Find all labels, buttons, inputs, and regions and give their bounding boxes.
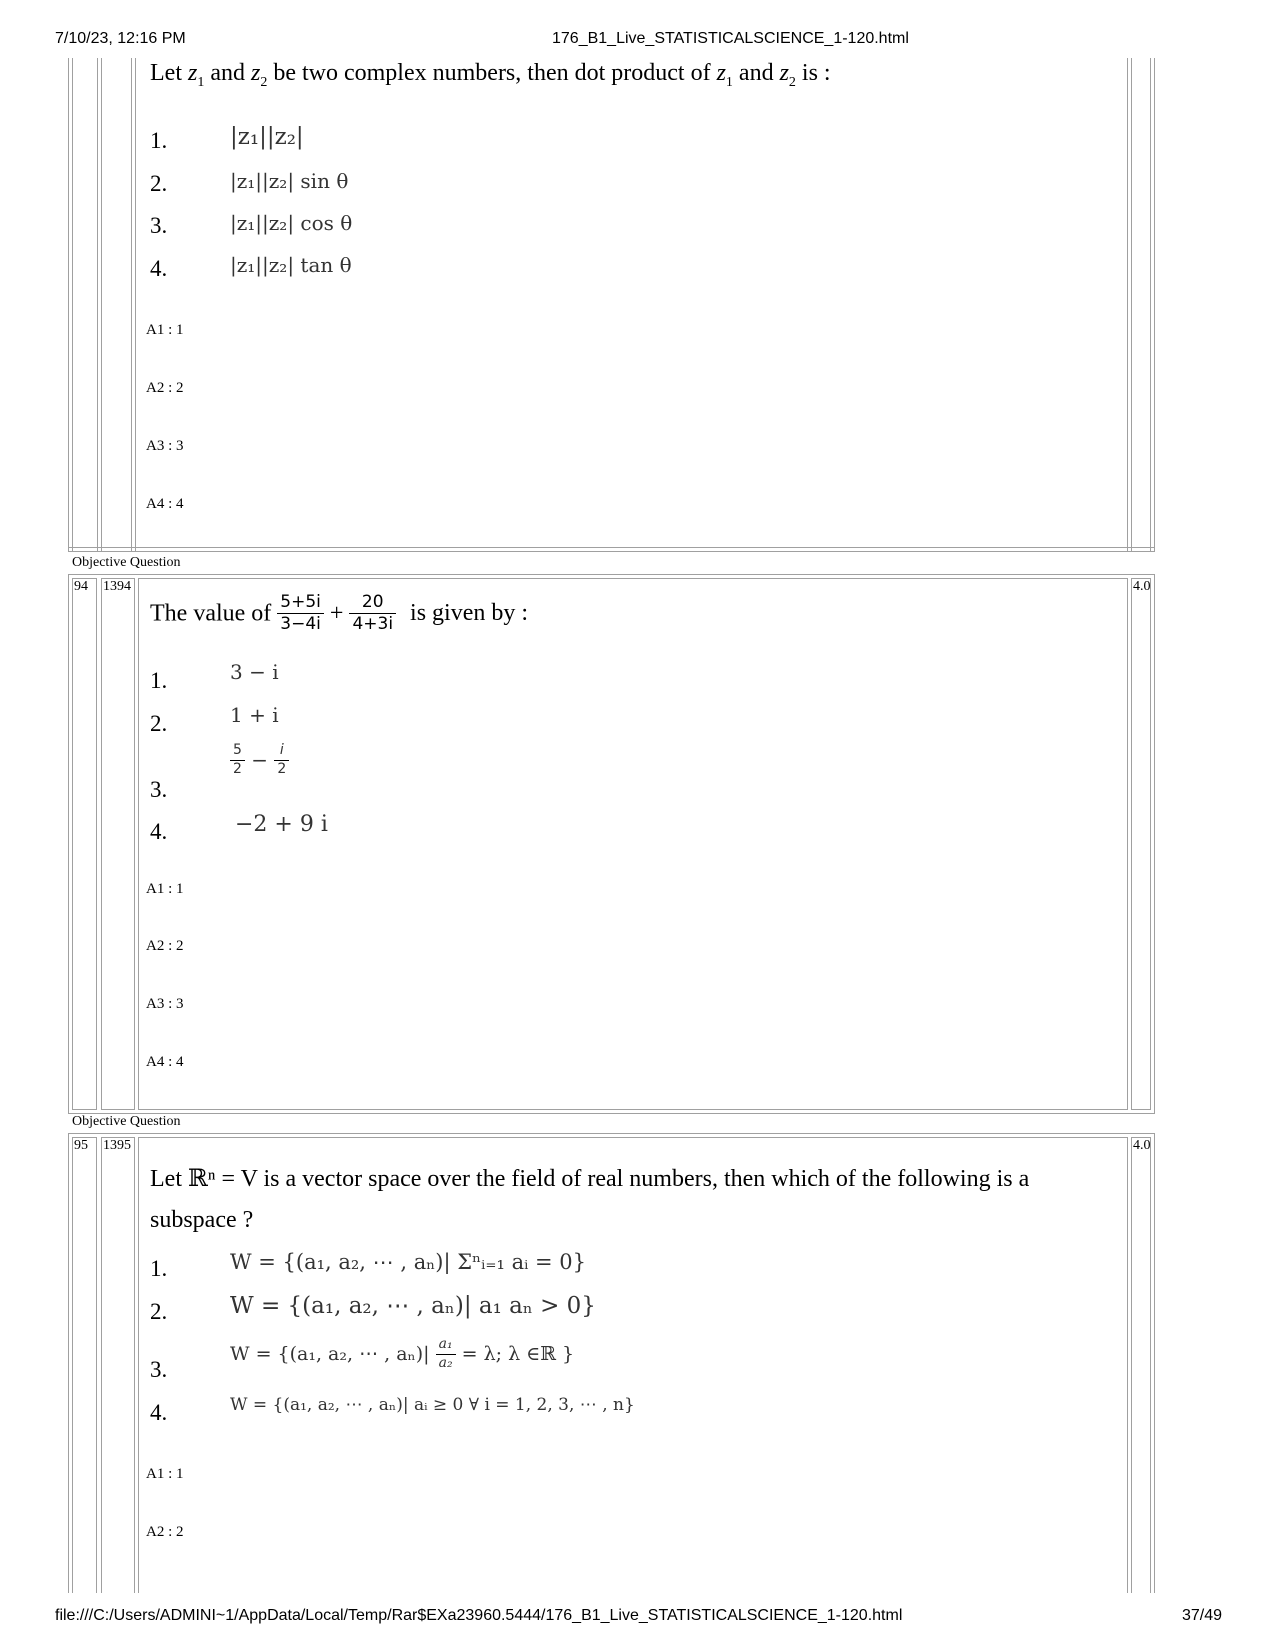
option-1-math: W = {(a₁, a₂, ⋯ , aₙ)| Σⁿᵢ₌₁ aᵢ = 0}: [230, 1250, 586, 1274]
print-page-number: 37/49: [1182, 1607, 1223, 1624]
question-93-text: Let $z_1$ and $z_2$ be two complex numbers, then dot product of $z_1$ and $z_2$ is :: [150, 60, 831, 90]
marks-cell: [1131, 578, 1151, 1110]
option-number: 3.: [150, 213, 168, 238]
question-95-text-line-1: Let ℝⁿ = V is a vector space over the field of real numbers, then which of the following is a: [150, 1166, 1030, 1192]
table-border: [72, 58, 73, 552]
answer-key-3: A3 : 3: [146, 438, 184, 454]
option-4-math: |z₁||z₂| tan θ: [230, 253, 352, 277]
serial-number: 94: [74, 579, 88, 594]
option-number: 2.: [150, 711, 168, 736]
option-number: 2.: [150, 1299, 168, 1324]
print-file-path: file:///C:/Users/ADMINI~1/AppData/Local/Temp/Rar$EXa23960.5444/176_B1_Live_STATISTICALSCIENCE_1-120.html: [55, 1607, 903, 1624]
sno-cell: [72, 1137, 97, 1593]
print-datetime: 7/10/23, 12:16 PM: [55, 30, 186, 47]
marks: 4.0: [1133, 579, 1151, 594]
table-border: [101, 58, 102, 552]
question-95-text-line-2: subspace ?: [150, 1207, 254, 1233]
question-id: 1395: [103, 1138, 131, 1153]
option-4-math: −2 + 9 i: [235, 812, 328, 837]
table-border: [68, 551, 1155, 552]
marks: 4.0: [1133, 1138, 1151, 1153]
option-2-math: W = {(a₁, a₂, ⋯ , aₙ)| a₁ aₙ > 0}: [230, 1293, 596, 1319]
question-type-label: Objective Question: [72, 1114, 181, 1129]
question-cell: [138, 578, 1128, 1110]
answer-key-3: A3 : 3: [146, 996, 184, 1012]
table-border: [97, 58, 98, 552]
print-doc-title: 176_B1_Live_STATISTICALSCIENCE_1-120.html: [552, 30, 909, 47]
table-border: [1131, 58, 1132, 552]
fraction-2: $\frac{20}{4+3i}$: [349, 592, 396, 636]
option-2-math: 1 + i: [230, 703, 279, 727]
table-border: [1127, 58, 1128, 552]
marks-cell: [1131, 1137, 1151, 1593]
table-border: [135, 58, 136, 552]
table-border: [68, 547, 1155, 548]
option-1-math: |z₁||z₂|: [230, 124, 304, 150]
option-number: 1.: [150, 668, 168, 693]
option-number: 1.: [150, 1256, 168, 1281]
table-border: [1154, 58, 1155, 552]
fraction-1: $\frac{5+5i}{3-4i}$: [277, 592, 324, 636]
answer-key-1: A1 : 1: [146, 881, 184, 897]
table-border: [131, 58, 132, 552]
answer-key-1: A1 : 1: [146, 1466, 184, 1482]
sno-cell: [72, 578, 97, 1110]
option-2-math: |z₁||z₂| sin θ: [230, 169, 349, 193]
answer-key-4: A4 : 4: [146, 1054, 184, 1070]
answer-key-1: A1 : 1: [146, 322, 184, 338]
question-type-label: Objective Question: [72, 555, 181, 570]
option-3-math: W = {(a₁, a₂, ⋯ , aₙ)| $\frac{\text{a₁}}{\text{a₂}}$ = λ; λ ∈ℝ }: [230, 1336, 575, 1371]
answer-key-2: A2 : 2: [146, 1524, 184, 1540]
option-number: 3.: [150, 1357, 168, 1382]
option-1-math: 3 − i: [230, 660, 279, 684]
option-number: 1.: [150, 128, 168, 153]
answer-key-2: A2 : 2: [146, 380, 184, 396]
table-border: [1150, 58, 1151, 552]
option-number: 3.: [150, 777, 168, 802]
question-id: 1394: [103, 579, 131, 594]
option-number: 4.: [150, 256, 168, 281]
option-number: 4.: [150, 819, 168, 844]
qid-cell: [101, 578, 135, 1110]
qid-cell: [101, 1137, 135, 1593]
answer-key-4: A4 : 4: [146, 496, 184, 512]
table-border: [68, 58, 69, 552]
serial-number: 95: [74, 1138, 88, 1153]
option-number: 4.: [150, 1400, 168, 1425]
option-4-math: W = {(a₁, a₂, ⋯ , aₙ)| aᵢ ≥ 0 ∀ i = 1, 2, 3, ⋯ , n}: [230, 1395, 635, 1415]
answer-key-2: A2 : 2: [146, 938, 184, 954]
option-3-math: |z₁||z₂| cos θ: [230, 211, 353, 235]
question-94-text: The value of $\frac{5+5i}{3-4i}$ + $\frac{20}{4+3i}$ is given by :: [150, 592, 529, 635]
option-3-math: $\frac{5}{2}$ − $\frac{i}{2}$: [230, 742, 289, 778]
option-number: 2.: [150, 171, 168, 196]
